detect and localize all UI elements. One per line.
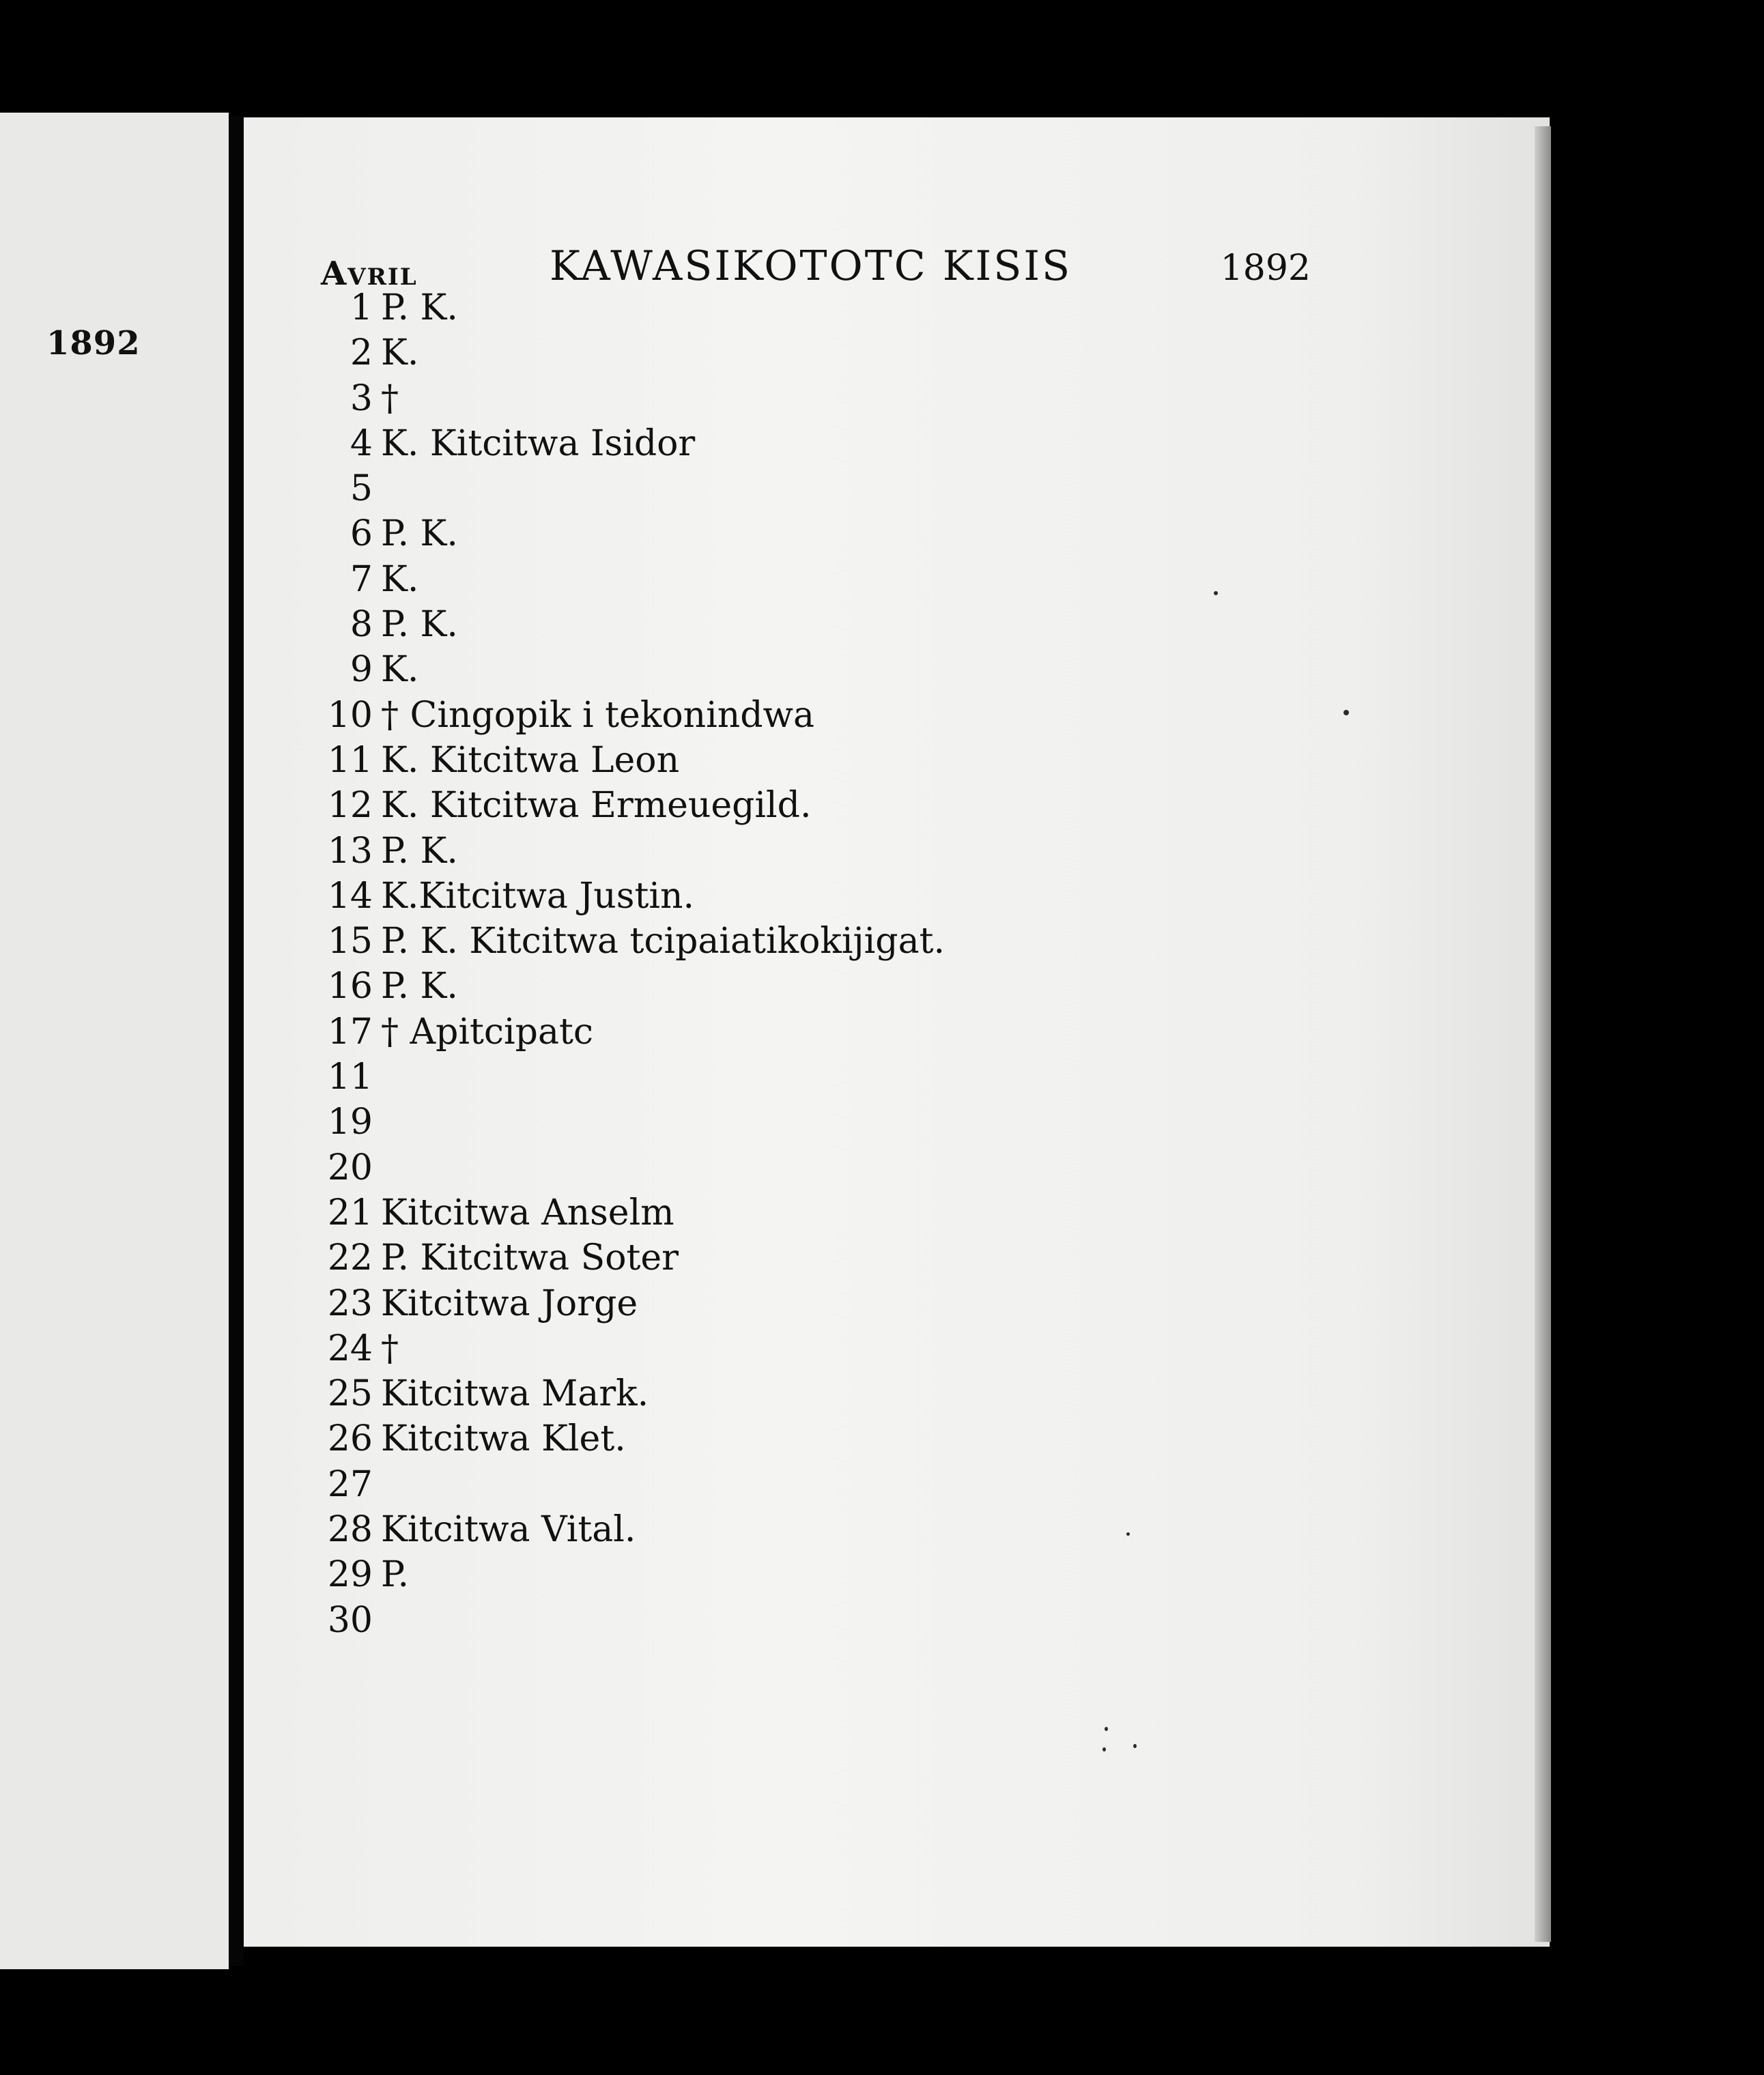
entry-text: † bbox=[381, 377, 399, 419]
entry-text: K. Kitcitwa Isidor bbox=[381, 423, 696, 464]
calendar-entry bbox=[313, 466, 1337, 511]
scan-speck bbox=[1214, 591, 1218, 595]
entry-text: K. bbox=[381, 558, 419, 600]
page-edge-shadow bbox=[1535, 126, 1551, 1942]
entry-day: 4 bbox=[350, 423, 373, 464]
calendar-entry bbox=[313, 1190, 1337, 1235]
header-year: 1892 bbox=[1220, 248, 1311, 289]
calendar-entry bbox=[313, 285, 1337, 330]
entry-day: 17 bbox=[327, 1011, 373, 1053]
entry-day: 1 bbox=[350, 287, 373, 328]
entry-text: K. bbox=[381, 649, 419, 691]
scan-speck bbox=[1102, 1747, 1106, 1751]
entry-day: 7 bbox=[350, 558, 373, 600]
entry-day: 3 bbox=[350, 377, 373, 419]
entry-day: 10 bbox=[327, 694, 373, 736]
entry-text: K.Kitcitwa Justin. bbox=[381, 875, 695, 917]
previous-page bbox=[0, 113, 229, 1969]
calendar-entry bbox=[313, 511, 1337, 556]
header-title: KAWASIKOTOTC KISIS bbox=[550, 242, 1072, 290]
calendar-entry bbox=[313, 919, 1337, 964]
calendar-entry bbox=[313, 738, 1337, 783]
calendar-entry bbox=[313, 421, 1337, 466]
scan-speck bbox=[1105, 1727, 1108, 1731]
entry-day: 2 bbox=[350, 332, 373, 374]
calendar-entry bbox=[313, 1235, 1337, 1280]
entry-text: Kitcitwa Vital. bbox=[381, 1509, 636, 1551]
entry-day: 13 bbox=[327, 830, 373, 872]
entry-text: P. Kitcitwa Soter bbox=[381, 1237, 679, 1279]
entry-day: 15 bbox=[327, 921, 373, 962]
calendar-entry bbox=[313, 602, 1337, 647]
entry-day: 12 bbox=[327, 785, 373, 827]
entry-text: Kitcitwa Jorge bbox=[381, 1283, 638, 1324]
entry-text: P. bbox=[381, 1554, 409, 1596]
calendar-entry bbox=[313, 693, 1337, 738]
entry-text: P. K. bbox=[381, 513, 458, 555]
entry-day: 11 bbox=[327, 739, 373, 781]
calendar-entry bbox=[313, 376, 1337, 421]
calendar-entry bbox=[313, 1416, 1337, 1461]
book-gutter bbox=[229, 116, 244, 1966]
entry-text: Kitcitwa Anselm bbox=[381, 1192, 674, 1233]
scan-speck bbox=[1343, 710, 1349, 715]
entry-text: P. K. Kitcitwa tcipaiatikokijigat. bbox=[381, 921, 945, 962]
calendar-entry bbox=[313, 829, 1337, 874]
calendar-entry bbox=[313, 1281, 1337, 1326]
entry-text: P. K. bbox=[381, 604, 458, 646]
entry-day: 30 bbox=[327, 1599, 373, 1641]
calendar-entry bbox=[313, 557, 1337, 602]
entry-day: 6 bbox=[350, 513, 373, 555]
entry-text: P. K. bbox=[381, 830, 458, 872]
entry-day: 26 bbox=[327, 1418, 373, 1460]
entry-text: P. K. bbox=[381, 966, 458, 1007]
entry-text: Kitcitwa Mark. bbox=[381, 1373, 649, 1415]
entry-day: 21 bbox=[327, 1192, 373, 1233]
calendar-entry bbox=[313, 1507, 1337, 1552]
entry-day: 8 bbox=[350, 604, 373, 646]
calendar-entries bbox=[313, 285, 1337, 1643]
entry-day: 23 bbox=[327, 1283, 373, 1324]
calendar-entry bbox=[313, 1145, 1337, 1190]
header-month: Avril bbox=[321, 255, 418, 293]
calendar-entry bbox=[313, 1552, 1337, 1597]
entry-text: † bbox=[381, 1328, 399, 1369]
entry-day: 22 bbox=[327, 1237, 373, 1279]
calendar-entry bbox=[313, 783, 1337, 828]
entry-day: 27 bbox=[327, 1463, 373, 1505]
entry-text: K. bbox=[381, 332, 419, 374]
entry-text: † Cingopik i tekonindwa bbox=[381, 694, 815, 736]
entry-text: Kitcitwa Klet. bbox=[381, 1418, 626, 1460]
calendar-entry bbox=[313, 647, 1337, 692]
entry-day: 28 bbox=[327, 1509, 373, 1551]
calendar-entry bbox=[313, 1055, 1337, 1100]
calendar-entry bbox=[313, 1326, 1337, 1371]
calendar-entry bbox=[313, 1598, 1337, 1643]
entry-day: 14 bbox=[327, 875, 373, 917]
calendar-entry bbox=[313, 1371, 1337, 1416]
entry-text: † Apitcipatc bbox=[381, 1011, 593, 1053]
entry-text: K. Kitcitwa Leon bbox=[381, 739, 680, 781]
calendar-entry bbox=[313, 964, 1337, 1009]
entry-day: 11 bbox=[327, 1057, 373, 1098]
previous-page-year: 1892 bbox=[46, 324, 141, 362]
entry-day: 20 bbox=[327, 1147, 373, 1188]
calendar-entry bbox=[313, 1100, 1337, 1145]
entry-day: 29 bbox=[327, 1554, 373, 1596]
calendar-entry bbox=[313, 330, 1337, 375]
entry-day: 25 bbox=[327, 1373, 373, 1415]
calendar-entry bbox=[313, 874, 1337, 919]
entry-day: 19 bbox=[327, 1102, 373, 1143]
entry-day: 5 bbox=[350, 468, 373, 510]
entry-day: 24 bbox=[327, 1328, 373, 1369]
scan-speck bbox=[1133, 1744, 1137, 1748]
entry-text: P. K. bbox=[381, 287, 458, 328]
entry-text: K. Kitcitwa Ermeuegild. bbox=[381, 785, 812, 827]
scan-speck bbox=[1126, 1532, 1130, 1536]
calendar-entry bbox=[313, 1010, 1337, 1055]
calendar-entry bbox=[313, 1462, 1337, 1507]
entry-day: 16 bbox=[327, 966, 373, 1007]
entry-day: 9 bbox=[350, 649, 373, 691]
